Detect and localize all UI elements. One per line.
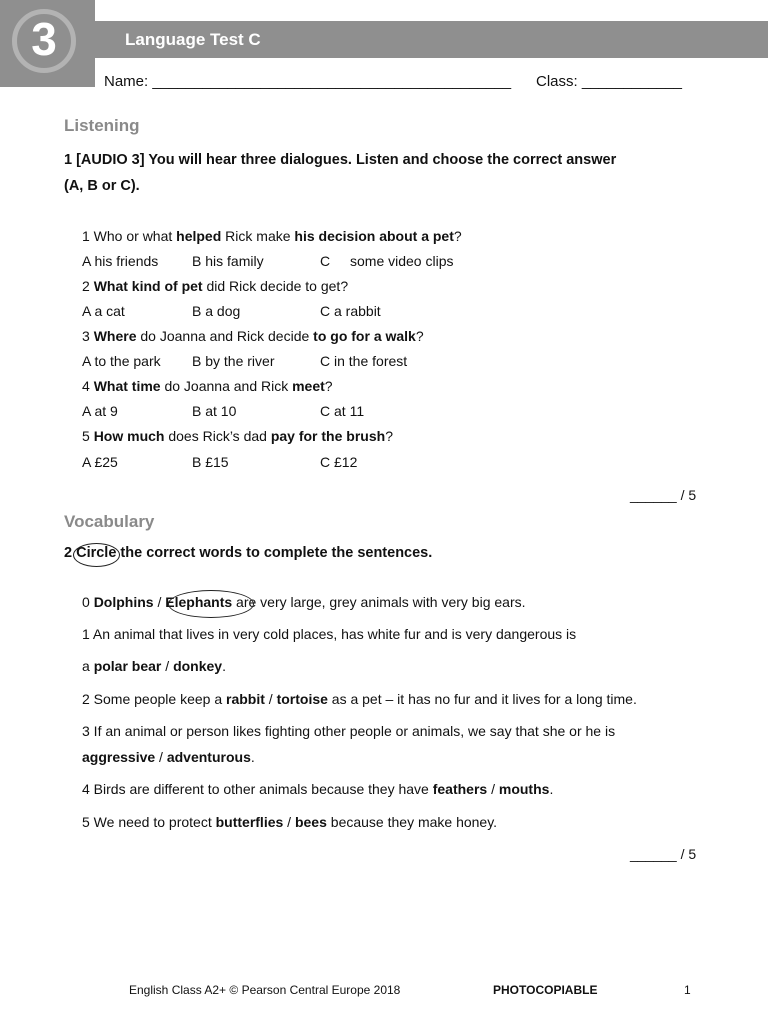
q1-option-b[interactable]: B his family bbox=[192, 253, 264, 269]
footer-photocopiable: PHOTOCOPIABLE bbox=[493, 983, 598, 997]
listening-instruction-line1: 1 [AUDIO 3] You will hear three dialogues. Listen and choose the correct answer bbox=[64, 152, 617, 168]
option-butterflies[interactable]: butterflies bbox=[215, 814, 284, 830]
vocab-sentence-1-line2: a polar bear / donkey. bbox=[82, 658, 226, 674]
option-rabbit[interactable]: rabbit bbox=[226, 691, 265, 707]
listening-question-1: 1 Who or what helped Rick make his decision about a pet? bbox=[82, 228, 462, 244]
q5-option-b[interactable]: B £15 bbox=[192, 454, 229, 470]
vocab-sentence-0: 0 Dolphins / Elephants are very large, grey animals with very big ears. bbox=[82, 594, 526, 610]
vocab-sentence-2: 2 Some people keep a rabbit / tortoise as a pet – it has no fur and it lives for a long time. bbox=[82, 691, 637, 707]
vocabulary-heading: Vocabulary bbox=[64, 512, 155, 531]
q4-option-b[interactable]: B at 10 bbox=[192, 403, 237, 419]
q4-option-a[interactable]: A at 9 bbox=[82, 403, 118, 419]
listening-question-2: 2 What kind of pet did Rick decide to get? bbox=[82, 278, 349, 294]
class-blank[interactable]: ____________ bbox=[581, 73, 682, 90]
q1-option-a[interactable]: A his friends bbox=[82, 253, 159, 269]
title-bar bbox=[95, 21, 768, 58]
option-tortoise[interactable]: tortoise bbox=[276, 691, 328, 707]
class-field[interactable] bbox=[536, 73, 682, 90]
footer-copyright: English Class A2+ © Pearson Central Europe 2018 bbox=[129, 983, 401, 997]
q3-option-c[interactable]: C in the forest bbox=[320, 353, 408, 369]
name-blank[interactable]: ___________________________________________ bbox=[152, 73, 512, 90]
listening-question-5: 5 How much does Rick’s dad pay for the brush? bbox=[82, 428, 393, 444]
listening-question-3: 3 Where do Joanna and Rick decide to go for a walk? bbox=[82, 328, 424, 344]
listening-score[interactable]: ______ / 5 bbox=[630, 487, 697, 503]
name-label: Name: bbox=[104, 73, 153, 90]
example-circle-mark bbox=[73, 543, 120, 567]
vocab-sentence-1-line1: 1 An animal that lives in very cold places, has white fur and is very dangerous is bbox=[82, 626, 577, 642]
option-mouths[interactable]: mouths bbox=[498, 781, 550, 797]
page-number: 1 bbox=[684, 983, 691, 997]
vocab-sentence-3-line2: aggressive / adventurous. bbox=[82, 749, 255, 765]
option-feathers[interactable]: feathers bbox=[432, 781, 488, 797]
unit-number: 3 bbox=[31, 13, 57, 65]
class-label: Class: bbox=[536, 73, 582, 90]
name-field[interactable] bbox=[104, 73, 511, 90]
q3-option-b[interactable]: B by the river bbox=[192, 353, 275, 369]
vocab-sentence-3-line1: 3 If an animal or person likes fighting other people or animals, we say that she or he is bbox=[82, 723, 616, 739]
q1-option-c-letter[interactable]: C bbox=[320, 253, 331, 269]
answer-circle-elephants bbox=[168, 590, 254, 618]
q4-option-c[interactable]: C at 11 bbox=[320, 403, 365, 419]
listening-instruction-line2: (A, B or C). bbox=[64, 178, 140, 194]
vocab-sentence-4: 4 Birds are different to other animals because they have feathers / mouths. bbox=[82, 781, 554, 797]
q2-option-c[interactable]: C a rabbit bbox=[320, 303, 381, 319]
option-adventurous[interactable]: adventurous bbox=[166, 749, 251, 765]
vocabulary-score[interactable]: ______ / 5 bbox=[630, 846, 697, 862]
listening-question-4: 4 What time do Joanna and Rick meet? bbox=[82, 378, 333, 394]
option-bees[interactable]: bees bbox=[294, 814, 327, 830]
q2-option-b[interactable]: B a dog bbox=[192, 303, 241, 319]
unit-badge bbox=[0, 0, 95, 87]
q5-option-a[interactable]: A £25 bbox=[82, 454, 118, 470]
vocabulary-instruction: 2 Circle the correct words to complete the sentences. bbox=[64, 545, 433, 561]
q5-option-c[interactable]: C £12 bbox=[320, 454, 358, 470]
q1-option-c-text[interactable]: some video clips bbox=[350, 253, 454, 269]
test-title: Language Test C bbox=[125, 30, 261, 49]
vocab-sentence-5: 5 We need to protect butterflies / bees because they make honey. bbox=[82, 814, 498, 830]
circle-word: Circle bbox=[76, 545, 117, 561]
option-donkey[interactable]: donkey bbox=[173, 658, 223, 674]
option-aggressive[interactable]: aggressive bbox=[82, 749, 156, 765]
listening-heading: Listening bbox=[64, 116, 140, 135]
option-polar-bear[interactable]: polar bear bbox=[93, 658, 162, 674]
q3-option-a[interactable]: A to the park bbox=[82, 353, 161, 369]
q2-option-a[interactable]: A a cat bbox=[82, 303, 125, 319]
